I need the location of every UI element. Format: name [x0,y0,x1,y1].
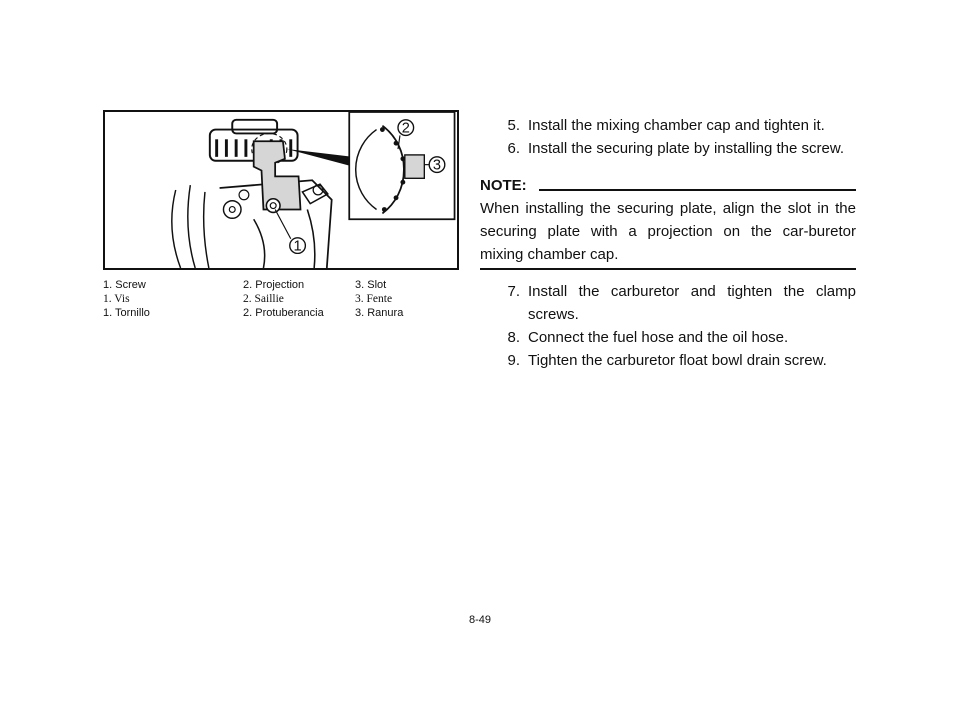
step-9 [496,349,856,372]
callout-3: 3 [432,157,442,174]
legend-item: 2. Protuberancia [243,307,324,319]
legend-item: 1. Vis [103,293,130,305]
page-number: 8-49 [468,614,492,626]
steps-continued [496,280,856,372]
legend-row-french [103,292,435,306]
note-text: When installing the securing plate, align the slot in the securing plate with a projection on the car-buretor mixing chamber cap. [480,200,856,263]
step-7 [496,280,856,326]
callout-1: 1 [293,238,302,255]
step-5 [496,114,856,137]
note-heading-row [480,174,856,197]
step-text: Connect the fuel hose and the oil hose. [528,329,789,346]
note-heading: NOTE: [480,177,527,194]
note-bottom-rule [480,268,856,270]
carburetor-drawing [105,112,457,268]
instructions [480,114,856,372]
legend-item: 2. Saillie [243,293,284,305]
callout-2: 2 [401,120,410,137]
legend-item: 3. Fente [355,293,393,305]
figure-legend [103,278,435,320]
legend-item: 1. Screw [103,279,146,291]
step-6 [496,137,856,160]
legend-item: 2. Projection [243,279,305,291]
step-number: 9. [507,352,520,369]
step-number: 6. [507,140,520,157]
carburetor-illustration [103,110,459,270]
step-text: Install the carburetor and tighten the clamp screws. [528,283,856,323]
step-text: Install the mixing chamber cap and tighten it. [528,117,825,134]
step-text: Tighten the carburetor float bowl drain screw. [528,352,827,369]
step-8 [496,326,856,349]
step-number: 5. [507,117,520,134]
step-number: 8. [507,329,520,346]
legend-row-spanish [103,306,435,320]
legend-item: 3. Slot [355,279,387,291]
step-text: Install the securing plate by installing the screw. [528,140,845,157]
note-block [480,174,856,270]
note-top-rule [539,189,856,191]
legend-item: 1. Tornillo [103,307,150,319]
legend-item: 3. Ranura [355,307,404,319]
step-number: 7. [507,283,520,300]
legend-row-english [103,278,435,292]
